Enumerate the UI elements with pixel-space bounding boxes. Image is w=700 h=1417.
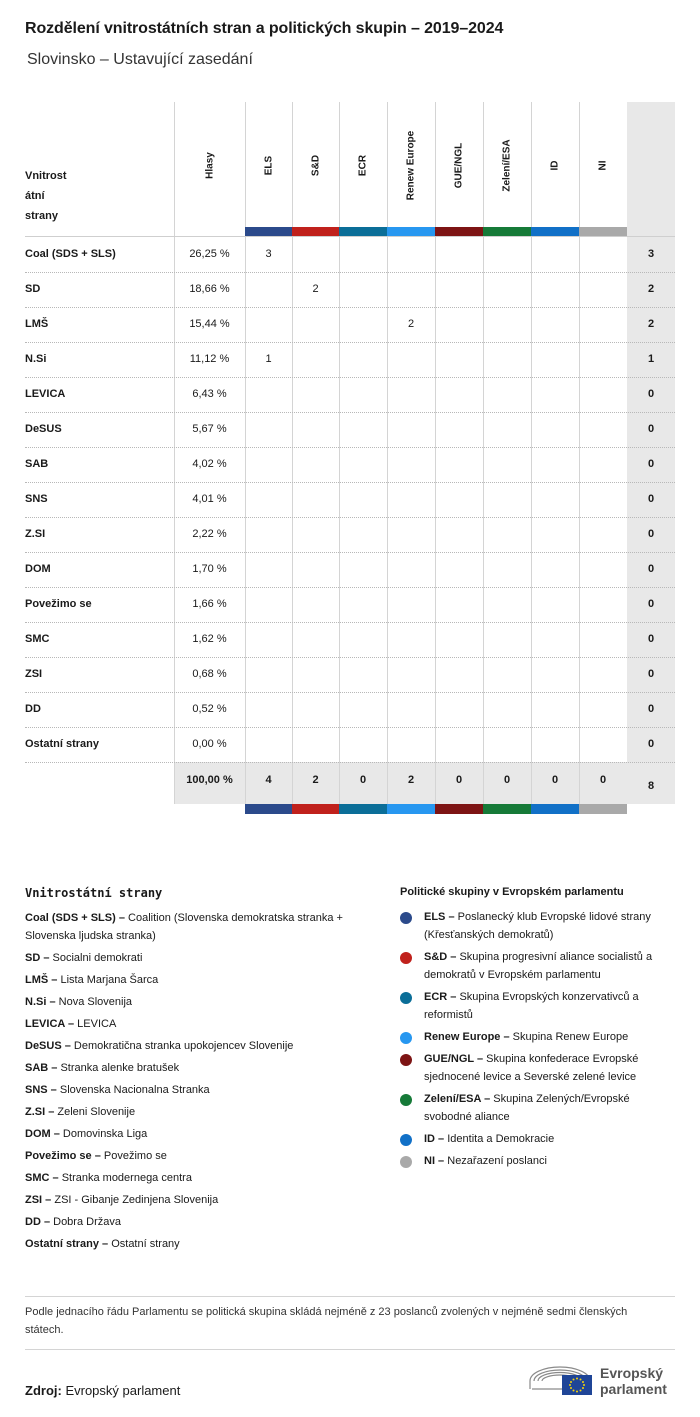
group-header-id: ID — [549, 160, 561, 171]
footnote: Podle jednacího řádu Parlamentu se politická skupina skládá nejméně z 23 poslanců zvolených v nejméně sedmi členských státech. — [25, 1306, 628, 1336]
group-legend-name: Poslanecký klub Evropské lidové strany (Křesťanských demokratů) — [424, 911, 651, 941]
row-divider — [25, 762, 675, 763]
row-divider — [25, 377, 675, 378]
party-total-seats: 0 — [647, 738, 655, 750]
party-legend-abbr: LEVICA – — [25, 1018, 75, 1030]
party-group-seats: 3 — [265, 248, 272, 260]
party-name: DeSUS — [25, 423, 62, 435]
group-legend-abbr: GUE/NGL – — [424, 1053, 484, 1065]
page-subtitle: Slovinsko – Ustavující zasedání — [27, 51, 253, 68]
group-color-dot-icon — [400, 1094, 412, 1106]
group-color-dot-icon — [400, 952, 412, 964]
parties-column-header: Vnitrost átní strany — [25, 170, 67, 222]
party-legend-abbr: DOM – — [25, 1128, 60, 1140]
group-color-bar — [579, 227, 627, 236]
party-total-seats: 0 — [647, 703, 655, 715]
group-color-bar — [483, 227, 531, 236]
group-legend-item — [400, 1152, 675, 1170]
party-legend-item — [25, 1081, 375, 1099]
seat-distribution-table — [25, 102, 675, 813]
party-name: DD — [25, 703, 41, 715]
header-divider — [25, 236, 675, 237]
group-total-seats: 2 — [312, 774, 319, 786]
column-divider — [579, 102, 580, 804]
group-color-bar — [387, 804, 435, 814]
national-parties-legend — [25, 886, 375, 1257]
group-color-bar — [339, 227, 387, 236]
column-divider — [339, 102, 340, 804]
party-vote-share: 1,62 % — [192, 633, 227, 645]
group-legend-item — [400, 1130, 675, 1148]
seats-column-bg — [627, 102, 675, 804]
party-name: DOM — [25, 563, 51, 575]
divider — [25, 1296, 675, 1297]
party-total-seats: 1 — [647, 353, 655, 365]
group-legend-abbr: ECR – — [424, 991, 457, 1003]
group-header-reneweurope: Renew Europe — [405, 130, 417, 201]
group-color-bar — [292, 227, 339, 236]
party-total-seats: 0 — [647, 668, 655, 680]
party-legend-name: Ostatní strany — [111, 1238, 180, 1250]
group-legend-name: Skupina Zelených/Evropské svobodné aliance — [424, 1093, 630, 1123]
group-header-guengl: GUE/NGL — [453, 142, 465, 189]
party-legend-abbr: Coal (SDS + SLS) – — [25, 912, 125, 924]
group-color-bar — [245, 804, 292, 814]
party-total-seats: 0 — [647, 528, 655, 540]
row-divider — [25, 657, 675, 658]
group-legend-name: Skupina progresivní aliance socialistů a demokratů v Evropském parlamentu — [424, 951, 653, 981]
group-legend-name: Identita a Demokracie — [447, 1133, 555, 1145]
group-legend-item — [400, 1090, 675, 1126]
group-header-zelenesa: Zelení/ESA — [501, 139, 513, 192]
group-color-bar — [435, 227, 483, 236]
party-legend-name: Socialni demokrati — [52, 952, 143, 964]
party-legend-name: Slovenska Nacionalna Stranka — [59, 1084, 210, 1096]
party-group-seats: 1 — [265, 353, 272, 365]
party-legend-name: Stranka modernega centra — [61, 1172, 192, 1184]
party-name: LEVICA — [25, 388, 66, 400]
party-legend-name: Nova Slovenija — [58, 996, 133, 1008]
votes-column-header: Hlasy — [204, 152, 215, 179]
party-name: Z.SI — [25, 528, 46, 540]
party-legend-abbr: SNS – — [25, 1084, 57, 1096]
group-header-els: ELS — [263, 155, 274, 176]
group-total-seats: 2 — [407, 774, 415, 786]
row-divider — [25, 552, 675, 553]
row-divider — [25, 517, 675, 518]
party-legend-abbr: SMC – — [25, 1172, 59, 1184]
party-total-seats: 0 — [647, 633, 655, 645]
group-color-dot-icon — [400, 1032, 412, 1044]
party-legend-item — [25, 971, 375, 989]
row-divider — [25, 622, 675, 623]
group-color-bar — [531, 804, 579, 814]
row-divider — [25, 587, 675, 588]
party-legend-name: LEVICA — [77, 1018, 117, 1030]
group-color-bar — [339, 804, 387, 814]
source-value: Evropský parlament — [65, 1383, 181, 1398]
group-color-bar — [531, 227, 579, 236]
party-name: SD — [25, 283, 41, 295]
party-vote-share: 11,12 % — [189, 353, 230, 365]
group-legend-abbr: S&D – — [424, 951, 457, 963]
party-vote-share: 26,25 % — [189, 248, 230, 260]
party-legend-abbr: SD – — [25, 952, 50, 964]
column-divider — [174, 102, 175, 804]
group-legend-abbr: NI – — [424, 1155, 445, 1167]
row-divider — [25, 692, 675, 693]
group-color-dot-icon — [400, 1054, 412, 1066]
party-legend-name: Demokratična stranka upokojencev Slovenije — [73, 1040, 294, 1052]
party-name: LMŠ — [25, 318, 49, 330]
party-legend-item — [25, 1125, 375, 1143]
party-total-seats: 0 — [647, 388, 655, 400]
grand-total-seats: 8 — [647, 780, 655, 792]
party-legend-abbr: LMŠ – — [25, 974, 58, 986]
party-name: Ostatní strany — [25, 738, 99, 750]
column-divider — [387, 102, 388, 804]
party-vote-share: 18,66 % — [189, 283, 230, 295]
row-divider — [25, 342, 675, 343]
group-legend-name: Nezařazení poslanci — [447, 1155, 547, 1167]
group-header-ni: NI — [597, 160, 609, 171]
party-legend-name: Zeleni Slovenije — [57, 1106, 136, 1118]
party-legend-abbr: N.Si – — [25, 996, 56, 1008]
party-legend-name: Povežimo se — [103, 1150, 167, 1162]
party-legend-abbr: DeSUS – — [25, 1040, 71, 1052]
party-vote-share: 15,44 % — [189, 318, 230, 330]
party-vote-share: 2,22 % — [192, 528, 227, 540]
column-divider — [483, 102, 484, 804]
group-legend-item — [400, 948, 675, 984]
party-legend-name: Domovinska Liga — [62, 1128, 148, 1140]
group-color-dot-icon — [400, 1134, 412, 1146]
group-color-bar — [435, 804, 483, 814]
party-vote-share: 4,02 % — [192, 458, 227, 470]
row-divider — [25, 412, 675, 413]
group-legend-item — [400, 1050, 675, 1086]
group-legend-item — [400, 1028, 675, 1046]
source-label: Zdroj: — [25, 1383, 62, 1398]
party-legend-name: Dobra Država — [53, 1216, 121, 1228]
group-color-dot-icon — [400, 912, 412, 924]
party-total-seats: 0 — [647, 423, 655, 435]
group-legend-name: Skupina Renew Europe — [512, 1031, 629, 1043]
group-color-bar — [292, 804, 339, 814]
party-legend-abbr: Povežimo se – — [25, 1150, 101, 1162]
group-header-ecr: ECR — [357, 154, 369, 177]
party-group-seats: 2 — [407, 318, 415, 330]
party-legend-item — [25, 1169, 375, 1187]
source — [25, 1383, 180, 1398]
group-legend-abbr: Zelení/ESA – — [424, 1093, 491, 1105]
party-total-seats: 0 — [647, 563, 655, 575]
party-total-seats: 2 — [647, 283, 655, 295]
group-color-bar — [245, 227, 292, 236]
party-vote-share: 5,67 % — [192, 423, 227, 435]
european-parliament-logo — [528, 1359, 678, 1399]
total-votes: 100,00 % — [186, 774, 233, 786]
party-total-seats: 2 — [647, 318, 655, 330]
party-legend-item — [25, 1213, 375, 1231]
group-total-seats: 0 — [551, 774, 559, 786]
group-total-seats: 4 — [265, 774, 272, 786]
page-title: Rozdělení vnitrostátních stran a politických skupin – 2019–2024 — [25, 20, 504, 37]
party-legend-abbr: Z.SI – — [25, 1106, 55, 1118]
column-divider — [435, 102, 436, 804]
party-legend-item — [25, 1147, 375, 1165]
party-legend-item — [25, 909, 375, 945]
party-vote-share: 0,52 % — [192, 703, 227, 715]
group-total-seats: 0 — [359, 774, 367, 786]
party-total-seats: 0 — [647, 598, 655, 610]
national-parties-legend-title: Vnitrostátní strany — [25, 886, 163, 900]
party-vote-share: 6,43 % — [192, 388, 227, 400]
party-legend-abbr: SAB – — [25, 1062, 58, 1074]
group-color-dot-icon — [400, 1156, 412, 1168]
divider — [25, 1349, 675, 1350]
column-divider — [245, 102, 246, 804]
political-groups-legend — [400, 886, 675, 1174]
row-divider — [25, 307, 675, 308]
group-legend-abbr: Renew Europe – — [424, 1031, 510, 1043]
party-legend-name: Lista Marjana Šarca — [60, 974, 159, 986]
party-name: ZSI — [25, 668, 43, 680]
party-name: SMC — [25, 633, 50, 645]
party-vote-share: 0,00 % — [192, 738, 227, 750]
party-legend-item — [25, 1037, 375, 1055]
group-legend-item — [400, 908, 675, 944]
party-legend-item — [25, 1059, 375, 1077]
party-legend-item — [25, 949, 375, 967]
political-groups-legend-title: Politické skupiny v Evropském parlamentu — [400, 886, 624, 898]
party-name: SNS — [25, 493, 48, 505]
party-total-seats: 0 — [647, 458, 655, 470]
row-divider — [25, 447, 675, 448]
group-total-seats: 0 — [599, 774, 607, 786]
party-legend-abbr: Ostatní strany – — [25, 1238, 109, 1250]
party-total-seats: 0 — [647, 493, 655, 505]
party-vote-share: 1,66 % — [192, 598, 227, 610]
party-legend-item — [25, 1015, 375, 1033]
logo-text: Evropský parlament — [600, 1365, 667, 1397]
group-legend-name: Skupina Evropských konzervativců a reformistů — [424, 991, 639, 1021]
party-legend-item — [25, 1103, 375, 1121]
group-color-bar — [387, 227, 435, 236]
group-header-sd: S&D — [310, 154, 321, 177]
group-legend-abbr: ELS – — [424, 911, 455, 923]
group-total-seats: 0 — [455, 774, 463, 786]
party-legend-item — [25, 993, 375, 1011]
party-legend-item — [25, 1191, 375, 1209]
party-vote-share: 4,01 % — [192, 493, 227, 505]
group-color-bar — [579, 804, 627, 814]
row-divider — [25, 272, 675, 273]
party-legend-abbr: DD – — [25, 1216, 51, 1228]
group-color-bar — [483, 804, 531, 814]
party-legend-name: Coalition (Slovenska demokratska stranka + Slovenska ljudska stranka) — [25, 912, 343, 942]
group-total-seats: 0 — [503, 774, 511, 786]
party-legend-name: Stranka alenke bratušek — [60, 1062, 180, 1074]
group-legend-name: Skupina konfederace Evropské sjednocené levice a Severské zelené levice — [424, 1053, 639, 1083]
party-vote-share: 1,70 % — [192, 563, 227, 575]
parliament-hemicycle-icon — [528, 1359, 594, 1397]
group-color-dot-icon — [400, 992, 412, 1004]
party-name: Coal (SDS + SLS) — [25, 248, 116, 260]
party-legend-name: ZSI - Gibanje Zedinjena Slovenija — [54, 1194, 219, 1206]
party-legend-item — [25, 1235, 375, 1253]
group-legend-item — [400, 988, 675, 1024]
row-divider — [25, 482, 675, 483]
row-divider — [25, 727, 675, 728]
column-divider — [531, 102, 532, 804]
party-vote-share: 0,68 % — [192, 668, 227, 680]
party-legend-abbr: ZSI – — [25, 1194, 52, 1206]
party-group-seats: 2 — [312, 283, 319, 295]
party-name: N.Si — [25, 353, 47, 365]
column-divider — [292, 102, 293, 804]
party-name: Povežimo se — [25, 598, 92, 610]
party-total-seats: 3 — [647, 248, 655, 260]
group-legend-abbr: ID – — [424, 1133, 445, 1145]
party-name: SAB — [25, 458, 49, 470]
